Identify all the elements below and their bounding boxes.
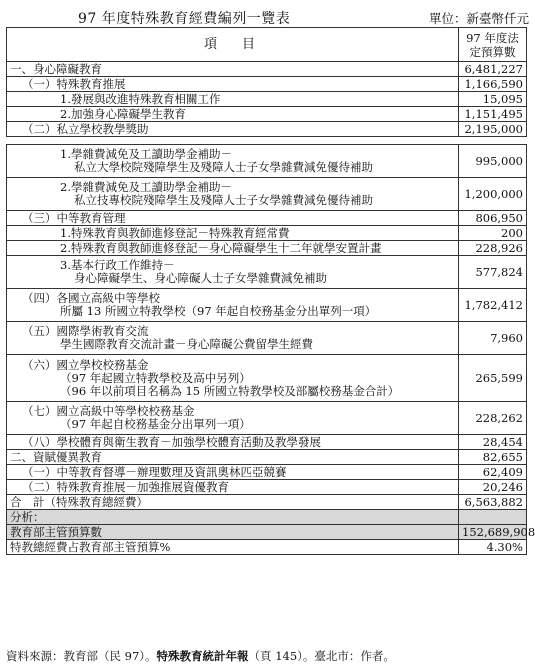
row-amount: 806,950 [459,211,527,226]
row-amount [459,510,527,525]
row-item [7,435,459,450]
row-item [7,540,459,555]
row-item-line: （四）各國立高級中等學校 [22,291,160,305]
row-amount: 228,926 [459,241,527,256]
row-item-line: （二）特殊教育推展－加強推展資優教育 [22,479,229,494]
row-item-line: 3.基本行政工作維持－ [60,258,175,272]
row-item-line: 學生國際教育交流計畫－身心障礙公費留學生經費 [60,337,313,351]
row-item [7,62,459,77]
row-item-line: 1.特殊教育與教師進修登記－特殊教育經常費 [60,225,290,240]
table-row [7,480,527,495]
row-item-line: 2.學雜費減免及工讀助學金補助－ [60,180,232,194]
row-item [7,92,459,107]
spacer-cell [7,137,459,145]
table-row [7,289,527,322]
table-row [7,211,527,226]
row-item-line: 2.特殊教育與教師進修登記－身心障礙學生十二年就學安置計畫 [60,240,382,255]
row-item [7,226,459,241]
table-row [7,77,527,92]
row-amount: 1,200,000 [459,178,527,211]
row-item [7,465,459,480]
row-amount: 82,655 [459,450,527,465]
row-item-line: 教育部主管預算數 [10,524,102,539]
row-item [7,289,459,322]
row-item-line: （96 年以前項目名稱為 15 所國立特教學校及部屬校務基金合計） [60,383,400,398]
row-amount: 62,409 [459,465,527,480]
table-row [7,322,527,355]
table-row [7,241,527,256]
table-spacer [7,137,527,145]
table-row [7,256,527,289]
row-amount: 2,195,000 [459,122,527,137]
table-row [7,145,527,178]
row-item-line: 身心障礙學生、身心障礙人士子女學雜費減免補助 [74,271,327,285]
row-item [7,450,459,465]
table-header-row [7,28,527,62]
row-item [7,525,459,540]
row-item [7,402,459,435]
row-amount: 4.30% [459,540,527,555]
unit-label: 單位：新臺幣仟元 [428,11,529,26]
row-item [7,107,459,122]
row-item-line: （二）私立學校教學獎助 [22,121,149,136]
header-amount-line-2: 定預算數 [469,44,516,59]
table-row [7,450,527,465]
header-item: 項 目 [7,28,459,62]
table-row [7,435,527,450]
row-amount: 200 [459,226,527,241]
row-amount: 6,481,227 [459,62,527,77]
row-item-line: 二、資賦優異教育 [10,449,102,464]
row-item [7,178,459,211]
row-amount: 7,960 [459,322,527,355]
source-title: 特殊教育統計年報 [156,649,249,663]
row-item-line: 2.加強身心障礙學生教育 [60,106,186,121]
row-item-line: （八）學校體育與衛生教育－加強學校體育活動及教學發展 [22,434,321,449]
row-item [7,122,459,137]
row-amount: 265,599 [459,355,527,402]
row-item-line: （三）中等教育管理 [22,210,126,225]
spacer-cell [459,137,527,145]
header-amount-line-1: 97 年度法 [466,30,519,45]
source-note [6,648,395,664]
row-item-line: 1.發展與改進特殊教育相關工作 [60,91,221,106]
row-item-line: （六）國立學校校務基金 [22,357,149,372]
table-row [7,495,527,510]
row-item-line: （五）國際學術教育交流 [22,324,149,338]
row-item-line: （七）國立高級中等學校校務基金 [22,404,195,418]
row-amount: 152,689,908 [459,525,527,540]
row-amount: 995,000 [459,145,527,178]
table-row [7,122,527,137]
table-row [7,465,527,480]
source-prefix: 資料來源：教育部（民 97）。 [6,649,157,663]
row-item-line: （97 年起自校務基金分出單列一項） [60,417,251,431]
row-item [7,480,459,495]
table-row [7,107,527,122]
document-header [0,6,535,26]
row-item-line: 1.學雜費減免及工讀助學金補助－ [60,147,232,161]
row-amount: 1,782,412 [459,289,527,322]
row-item [7,256,459,289]
row-item-line: 特教總經費占教育部主管預算% [10,539,171,554]
row-item [7,495,459,510]
row-item-line: （97 年起國立特教學校及高中另列） [60,370,251,385]
row-item [7,322,459,355]
row-item [7,355,459,402]
row-amount: 577,824 [459,256,527,289]
row-item-line: 所屬 13 所國立特教學校（97 年起自校務基金分出單列一項） [60,304,377,318]
table-row [7,355,527,402]
row-item [7,77,459,92]
row-amount: 15,095 [459,92,527,107]
row-item [7,211,459,226]
row-amount: 1,166,590 [459,77,527,92]
row-amount: 20,246 [459,480,527,495]
row-item-line: 一、身心障礙教育 [10,61,102,76]
row-item [7,145,459,178]
header-amount [459,28,527,62]
row-item-line: 分析： [10,509,45,524]
budget-table-body [7,28,535,555]
row-item [7,510,459,525]
row-amount: 1,151,495 [459,107,527,122]
row-item-line: （一）中等教育督導－辦理數理及資訊奧林匹亞競賽 [22,464,287,479]
table-row [7,402,527,435]
table-row [7,62,527,77]
row-amount: 228,262 [459,402,527,435]
row-item-line: 私立大學校院殘障學生及殘障人士子女學雜費減免優待補助 [74,160,373,174]
budget-table [6,27,535,555]
row-amount: 28,454 [459,435,527,450]
table-row [7,226,527,241]
row-item-line: 合 計（特殊教育總經費） [10,494,148,509]
table-row [7,510,527,525]
table-row [7,540,527,555]
row-item-line: 私立技專校院殘障學生及殘障人士子女學雜費減免優待補助 [74,193,373,207]
row-item-line: （一）特殊教育推展 [22,76,126,91]
source-suffix: （頁 145）。臺北市：作者。 [248,649,395,663]
table-row [7,525,527,540]
row-amount: 6,563,882 [459,495,527,510]
document-title: 97 年度特殊教育經費編列一覽表 [78,11,291,27]
table-row [7,178,527,211]
table-row [7,92,527,107]
row-item [7,241,459,256]
